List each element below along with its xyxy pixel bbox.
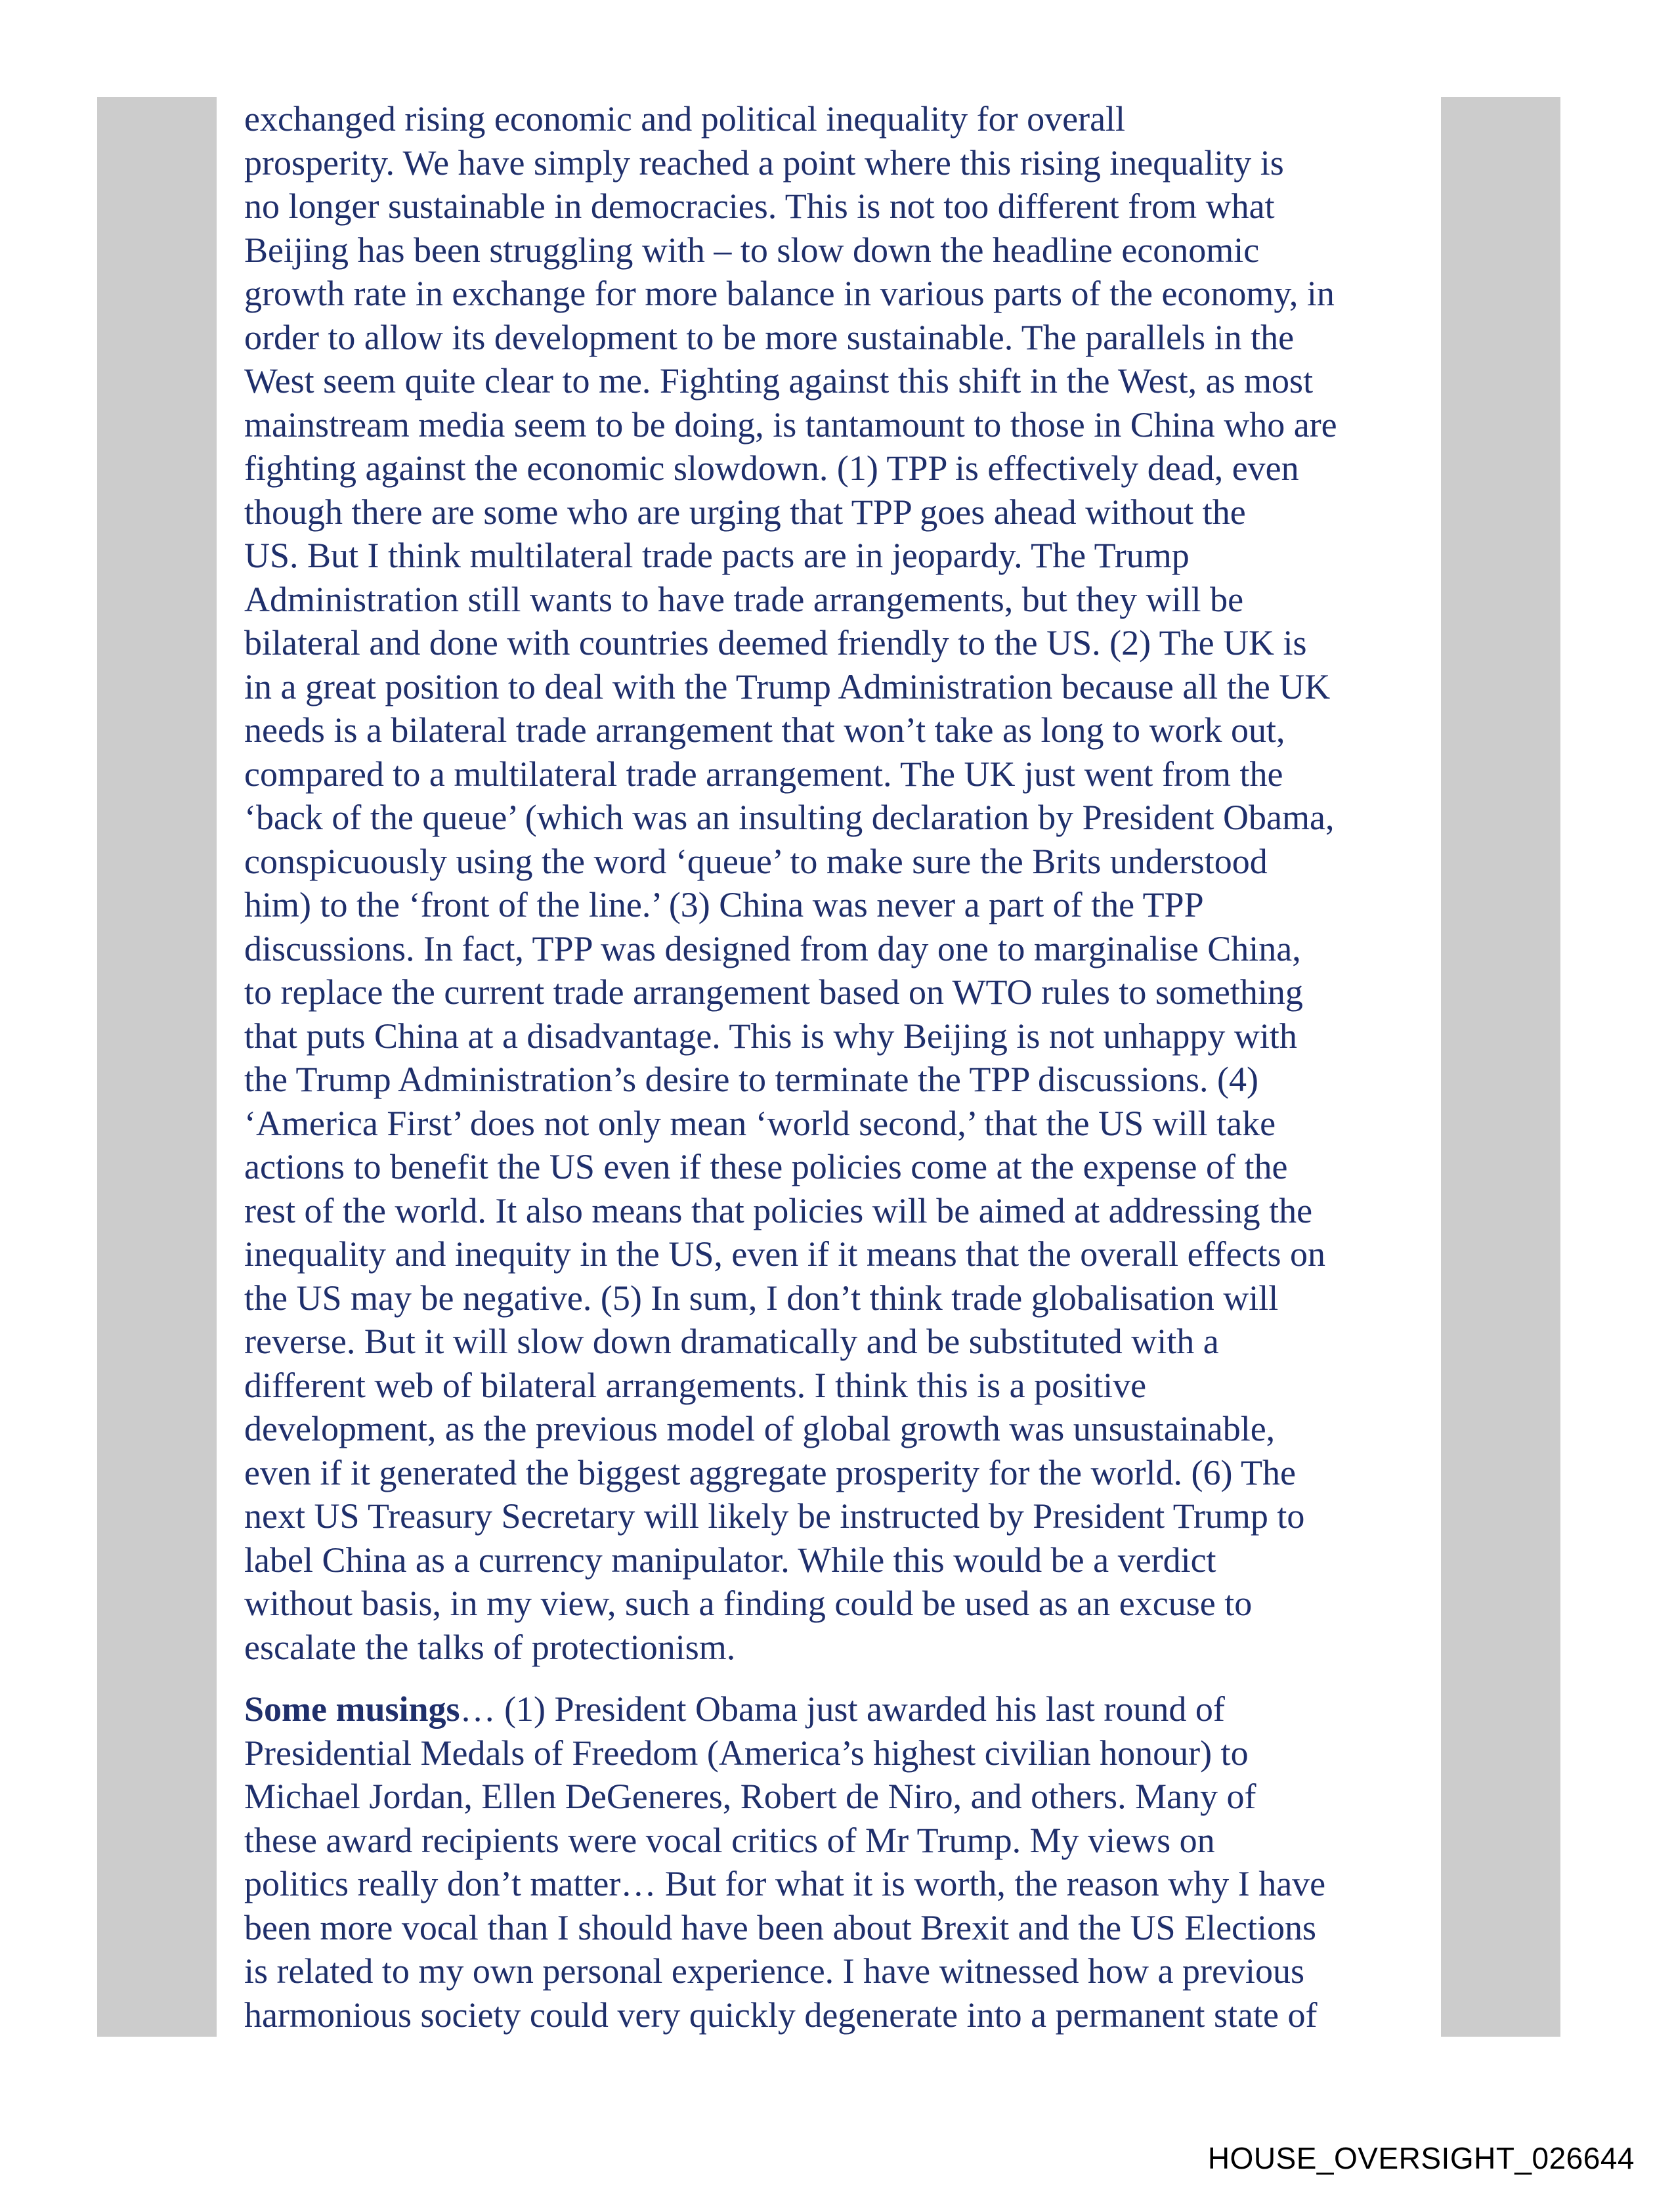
text-line: even if it generated the biggest aggregate prosperity for the world. (6) The — [244, 1452, 1296, 1492]
text-line: label China as a currency manipulator. While this would be a verdict — [244, 1540, 1216, 1580]
text-line: these award recipients were vocal critics of Mr Trump. My views on — [244, 1820, 1215, 1860]
text-line: without basis, in my view, such a finding could be used as an excuse to — [244, 1584, 1253, 1623]
left-margin-bar — [97, 97, 217, 2037]
text-line-rest: … (1) President Obama just awarded his last round of — [460, 1689, 1225, 1729]
text-line: Presidential Medals of Freedom (America’s highest civilian honour) to — [244, 1733, 1249, 1773]
text-line: compared to a multilateral trade arrangement. The UK just went from the — [244, 754, 1283, 794]
text-line: fighting against the economic slowdown. (1) TPP is effectively dead, even — [244, 448, 1299, 488]
text-line: reverse. But it will slow down dramatically and be substituted with a — [244, 1322, 1219, 1361]
text-line: though there are some who are urging that TPP goes ahead without the — [244, 492, 1246, 532]
text-line: prosperity. We have simply reached a point where this rising inequality is — [244, 142, 1284, 183]
text-line: development, as the previous model of global growth was unsustainable, — [244, 1409, 1276, 1448]
text-line: exchanged rising economic and political inequality for overall — [244, 99, 1126, 139]
text-line: Beijing has been struggling with – to slow down the headline economic — [244, 230, 1260, 270]
text-line: discussions. In fact, TPP was designed from day one to marginalise China, — [244, 928, 1301, 968]
text-line: order to allow its development to be more sustainable. The parallels in the — [244, 317, 1295, 357]
text-line: the Trump Administration’s desire to terminate the TPP discussions. (4) — [244, 1060, 1258, 1099]
text-line: West seem quite clear to me. Fighting against this shift in the West, as most — [244, 361, 1314, 401]
text-line: escalate the talks of protectionism. — [244, 1627, 736, 1667]
text-line: actions to benefit the US even if these policies come at the expense of the — [244, 1147, 1288, 1186]
document-body — [244, 97, 1426, 2037]
text-line: mainstream media seem to be doing, is tantamount to those in China who are — [244, 404, 1337, 445]
text-line: that puts China at a disadvantage. This is why Beijing is not unhappy with — [244, 1016, 1297, 1056]
text-line: harmonious society could very quickly degenerate into a permanent state of — [244, 1995, 1318, 2035]
text-line: the US may be negative. (5) In sum, I don’t think trade globalisation will — [244, 1278, 1279, 1318]
bates-number: HOUSE_OVERSIGHT_026644 — [1207, 2141, 1635, 2175]
text-line: to replace the current trade arrangement based on WTO rules to something — [244, 972, 1303, 1012]
text-line: no longer sustainable in democracies. This is not too different from what — [244, 186, 1275, 226]
right-margin-bar — [1441, 97, 1560, 2037]
text-line: Michael Jordan, Ellen DeGeneres, Robert de Niro, and others. Many of — [244, 1777, 1256, 1816]
text-line: next US Treasury Secretary will likely be instructed by President Trump to — [244, 1496, 1305, 1536]
text-line: Administration still wants to have trade arrangements, but they will be — [244, 579, 1244, 619]
text-line: different web of bilateral arrangements. I think this is a positive — [244, 1365, 1147, 1405]
text-line: needs is a bilateral trade arrangement that won’t take as long to work out, — [244, 710, 1285, 750]
paragraph-musings — [244, 1687, 1426, 2037]
text-line — [244, 1687, 1426, 1731]
text-line: growth rate in exchange for more balance in various parts of the economy, in — [244, 274, 1335, 313]
paragraph-spacer — [244, 1669, 1426, 1687]
text-line: ‘back of the queue’ (which was an insulting declaration by President Obama, — [244, 798, 1335, 837]
text-line: bilateral and done with countries deemed friendly to the US. (2) The UK is — [244, 623, 1307, 662]
text-line: politics really don’t matter… But for what it is worth, the reason why I have — [244, 1864, 1326, 1903]
text-line: rest of the world. It also means that policies will be aimed at addressing the — [244, 1190, 1313, 1230]
text-line: US. But I think multilateral trade pacts are in jeopardy. The Trump — [244, 536, 1190, 575]
text-line: him) to the ‘front of the line.’ (3) China was never a part of the TPP — [244, 885, 1204, 924]
text-line: in a great position to deal with the Trump Administration because all the UK — [244, 666, 1331, 706]
paragraph-trade — [244, 97, 1426, 1669]
text-line: is related to my own personal experience. I have witnessed how a previous — [244, 1951, 1304, 1991]
text-line: been more vocal than I should have been about Brexit and the US Elections — [244, 1907, 1317, 1947]
text-line: ‘America First’ does not only mean ‘world second,’ that the US will take — [244, 1103, 1276, 1143]
text-line: conspicuously using the word ‘queue’ to make sure the Brits understood — [244, 841, 1268, 881]
section-heading: Some musings — [244, 1689, 460, 1729]
text-line: inequality and inequity in the US, even if it means that the overall effects on — [244, 1234, 1326, 1274]
